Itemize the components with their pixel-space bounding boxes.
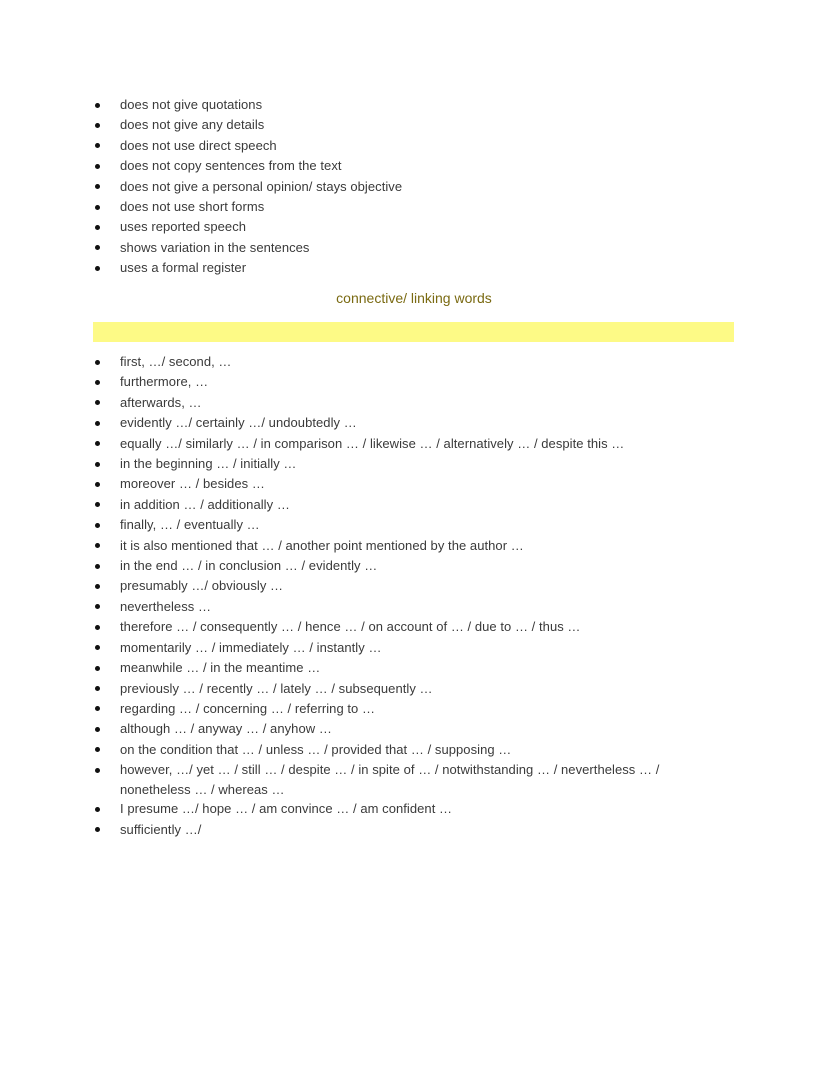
list-item	[93, 658, 733, 678]
list-item-text: however, …/ yet … / still … / despite … / in spite of … / notwithstanding … / nevertheless … / nonetheless … / whereas …	[120, 762, 660, 797]
list-item-text: moreover … / besides …	[120, 476, 265, 492]
bullet-icon	[95, 421, 100, 426]
list-item-text: equally …/ similarly … / in comparison … / likewise … / alternatively … / despite this …	[120, 435, 625, 451]
list-item	[93, 177, 733, 197]
section-heading: connective/ linking words	[336, 290, 492, 306]
summary-rules-list	[93, 95, 733, 279]
list-item	[93, 95, 733, 115]
list-item	[93, 434, 733, 454]
list-item	[93, 799, 733, 819]
bullet-icon	[95, 103, 100, 108]
highlight-bar	[93, 322, 734, 342]
list-item	[93, 454, 733, 474]
bullet-icon	[95, 604, 100, 609]
list-item-text: in the beginning … / initially …	[120, 456, 297, 472]
bullet-icon	[95, 143, 100, 148]
list-item	[93, 258, 733, 278]
bullet-icon	[95, 686, 100, 691]
bullet-icon	[95, 205, 100, 210]
bullet-icon	[95, 462, 100, 467]
bullet-icon	[95, 164, 100, 169]
bullet-icon	[95, 400, 100, 405]
bullet-icon	[95, 666, 100, 671]
list-item	[93, 820, 733, 840]
list-item-text: evidently …/ certainly …/ undoubtedly …	[120, 415, 357, 431]
list-item-text: uses reported speech	[120, 219, 247, 235]
list-item-text: I presume …/ hope … / am convince … / am confident …	[120, 801, 453, 817]
bullet-icon	[95, 245, 100, 250]
list-item-text: finally, … / eventually …	[120, 517, 260, 533]
bullet-icon	[95, 768, 100, 773]
list-item	[93, 699, 733, 719]
bullet-icon	[95, 502, 100, 507]
list-item	[93, 760, 733, 799]
list-item	[93, 679, 733, 699]
list-item-text: although … / anyway … / anyhow …	[120, 721, 332, 737]
list-item	[93, 617, 733, 637]
list-item	[93, 156, 733, 176]
list-item-text: presumably …/ obviously …	[120, 578, 284, 594]
list-item-text: does not give a personal opinion/ stays objective	[120, 178, 403, 194]
list-item-text: regarding … / concerning … / referring to …	[120, 700, 376, 716]
bullet-icon	[95, 727, 100, 732]
list-item-text: nevertheless …	[120, 598, 212, 614]
list-item-text: in the end … / in conclusion … / evidently …	[120, 558, 378, 574]
list-item-text: shows variation in the sentences	[120, 239, 310, 255]
list-item-text: first, …/ second, …	[120, 354, 232, 369]
list-item-text: does not use direct speech	[120, 137, 277, 153]
list-item-text: momentarily … / immediately … / instantly …	[120, 639, 382, 655]
list-item	[93, 217, 733, 237]
bullet-icon	[95, 584, 100, 589]
bullet-icon	[95, 807, 100, 812]
list-item	[93, 115, 733, 135]
list-item	[93, 638, 733, 658]
list-item	[93, 536, 733, 556]
list-item-text: on the condition that … / unless … / provided that … / supposing …	[120, 741, 512, 757]
list-item-text: uses a formal register	[120, 260, 247, 276]
list-item	[93, 352, 733, 372]
list-item-text: previously … / recently … / lately … / subsequently …	[120, 680, 433, 696]
list-item	[93, 372, 733, 392]
bullet-icon	[95, 747, 100, 752]
list-item	[93, 136, 733, 156]
list-item	[93, 515, 733, 535]
bullet-icon	[95, 184, 100, 189]
list-item	[93, 556, 733, 576]
list-item	[93, 576, 733, 596]
list-item-text: it is also mentioned that … / another point mentioned by the author …	[120, 537, 524, 553]
list-item-text: in addition … / additionally …	[120, 496, 290, 512]
bullet-icon	[95, 266, 100, 271]
bullet-icon	[95, 564, 100, 569]
list-item-text: sufficiently …/	[120, 821, 202, 837]
list-item-text: does not copy sentences from the text	[120, 158, 342, 174]
connectives-list	[93, 352, 733, 840]
list-item	[93, 238, 733, 258]
list-item	[93, 393, 733, 413]
bullet-icon	[95, 123, 100, 128]
list-item	[93, 413, 733, 433]
list-item-text: does not give quotations	[120, 97, 263, 112]
bullet-icon	[95, 827, 100, 832]
list-item-text: furthermore, …	[120, 374, 209, 390]
list-item-text: meanwhile … / in the meantime …	[120, 660, 321, 676]
list-item-text: does not give any details	[120, 117, 265, 133]
list-item	[93, 197, 733, 217]
bullet-icon	[95, 706, 100, 711]
list-item	[93, 719, 733, 739]
bullet-icon	[95, 482, 100, 487]
list-item-text: does not use short forms	[120, 199, 265, 215]
bullet-icon	[95, 225, 100, 230]
bullet-icon	[95, 625, 100, 630]
bullet-icon	[95, 523, 100, 528]
list-item	[93, 740, 733, 760]
bullet-icon	[95, 360, 100, 365]
bullet-icon	[95, 441, 100, 446]
list-item	[93, 474, 733, 494]
list-item-text: afterwards, …	[120, 394, 202, 410]
list-item	[93, 597, 733, 617]
bullet-icon	[95, 543, 100, 548]
list-item-text: therefore … / consequently … / hence … / on account of … / due to … / thus …	[120, 619, 581, 635]
list-item	[93, 495, 733, 515]
bullet-icon	[95, 380, 100, 385]
bullet-icon	[95, 645, 100, 650]
